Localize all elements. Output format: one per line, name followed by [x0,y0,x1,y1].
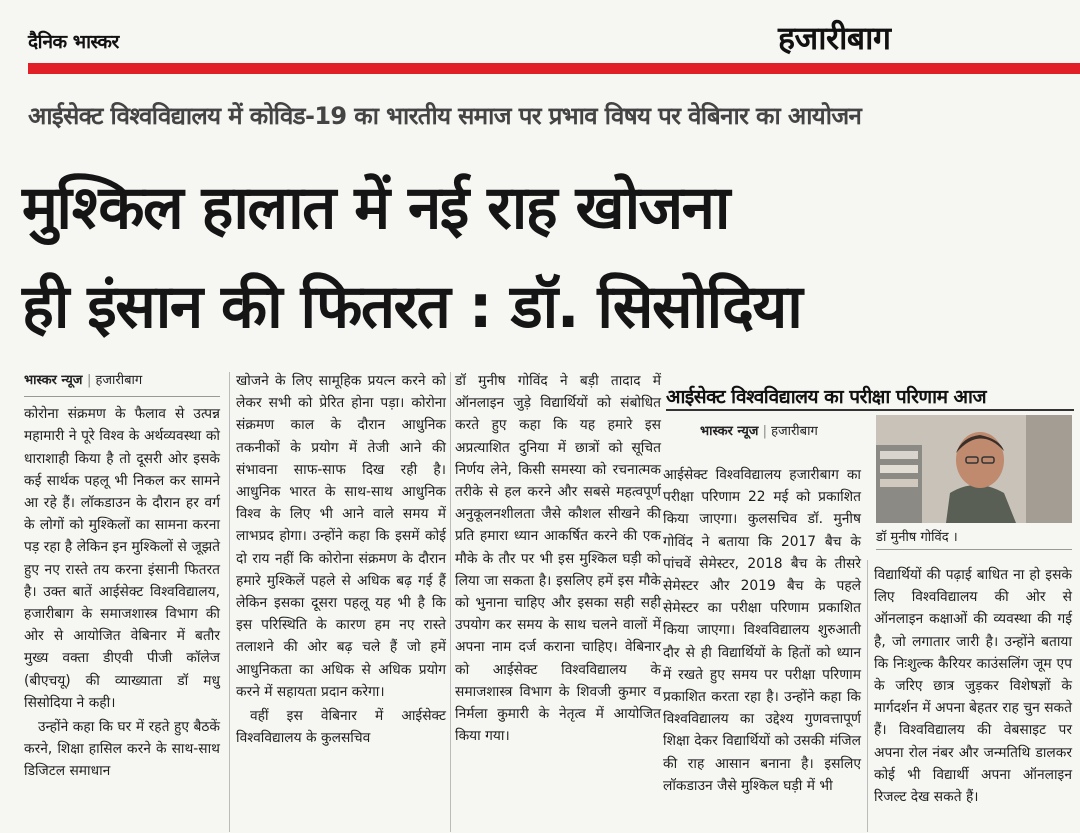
newspaper-logo: दैनिक भास्कर [28,31,119,53]
side-story-headline: आईसेक्ट विश्वविद्यालय का परीक्षा परिणाम आज [666,386,987,408]
paragraph: आईसेक्ट विश्वविद्यालय हजारीबाग का परीक्षा परिणाम 22 मई को प्रकाशित किया जाएगा। कुलसचिव डॉ. मुनीष गोविंद ने बताया कि 2017 बैच के पांचवें सेमेस्टर, 2018 बैच के तीसरे सेमेस्टर और 2019 बैच के पहले सेमेस्टर का परीक्षा परिणाम प्रकाशित किया जाएगा। विश्वविद्यालय शुरुआती दौर से ही विद्यार्थियों के हितों को ध्यान में रखते हुए समय पर परीक्षा परिणाम प्रकाशित करता रहा है। उन्होंने कहा कि विश्वविद्यालय का उद्देश्य गुणवत्तापूर्ण शिक्षा देकर विद्यार्थियों को उसकी मंजिल की राह आसान बनाना है। इसलिए लॉकडाउन जैसे मुश्किल घड़ी में भी [663,467,861,794]
paragraph: कोरोना संक्रमण के फैलाव से उत्पन्न महामारी ने पूरे विश्व के अर्थव्यवस्था को धाराशाही किया है तो दूसरी ओर इसके कई सार्थक पहलू भी निकल कर सामने आ रहे हैं। लॉकडाउन के दौरान हर वर्ग के लोगों को मुश्किलों का सामना करना पड़ रहा है लेकिन इन मुश्किलों से जूझते हुए नए रास्ते तय करना इंसानी फितरत है। उक्त बातें आईसेक्ट विश्वविद्यालय, हजारीबाग के समाजशास्त्र विभाग की ओर से आयोजित वेबिनार में बतौर मुख्य वक्ता डीएवी पीजी कॉलेज (बीएचयू) की व्याख्याता डॉ मधु सिसोदिया ने कही। [24,406,220,711]
byline [24,370,220,397]
column-divider [229,372,230,832]
photo-caption: डॉ मुनीष गोविंद । [876,527,1072,550]
byline-divider: | [86,373,96,388]
portrait-photo-art [876,415,1072,523]
side-story-column-2 [874,564,1072,810]
byline-divider: | [762,424,772,439]
column-divider [867,560,868,832]
paragraph: खोजने के लिए सामूहिक प्रयत्न करने को लेकर सभी को प्रेरित होना पड़ा। कोरोना संक्रमण काल के दौरान आधुनिक तकनीकों के प्रयोग में तेजी आने की संभावना साफ-साफ दिख रही है। आधुनिक भारत के साथ-साथ आधुनिक विश्व के लिए भी आने वाले समय में लाभप्रद होगा। उन्होंने कहा कि इसमें कोई दो राय नहीं कि कोरोना संक्रमण के दौरान हमारे मुश्किलें पहले से अधिक बढ़ गई हैं लेकिन इसका दूसरा पहलू यह भी है कि इस परिस्थिति के कारण हम नए रास्ते तलाशने की ओर बढ़ चले हैं जो हमें आधुनिकता का अधिक से अधिक प्रयोग करने में सहायता प्रदान करेगा। [236,373,446,700]
byline-place: हजारीबाग [771,424,818,439]
paragraph: विद्यार्थियों की पढ़ाई बाधित ना हो इसके लिए विश्वविद्यालय की ओर से ऑनलाइन कक्षाओं की व्यवस्था की गई है, जो लगातार जारी है। उन्होंने बताया कि निःशुल्क कैरियर काउंसलिंग जूम एप के जरिए छात्र जुड़कर विशेषज्ञों के मार्गदर्शन में अपना बेहतर राह चुन सकते हैं। विश्वविद्यालय की वेबसाइट पर अपना रोल नंबर और जन्मतिथि डालकर कोई भी विद्यार्थी अपना ऑनलाइन रिजल्ट देख सकते हैं। [874,567,1072,806]
side-story-rule [666,409,1074,411]
side-story-byline [700,421,818,439]
byline-source: भास्कर न्यूज [700,424,759,439]
headline-line-2: ही इंसान की फितरत : डॉ. सिसोदिया [22,272,802,342]
paragraph: डॉ मुनीष गोविंद ने बड़ी तादाद में ऑनलाइन जुड़े विद्यार्थियों को संबोधित करते हुए कहा कि यह हमारे इस अप्रत्याशित दुनिया में छात्रों को सूचित निर्णय लेने, किसी समस्या को रचनात्मक तरीके से हल करने और सबसे महत्वपूर्ण अनुकूलनशीलता जैसे कौशल सीखने की प्रति हमारा ध्यान आकर्षित करने की एक मौके के तौर पर भी इस मुश्किल घड़ी को लिया जा सकता है। इसलिए हमें इस मौके को भुनाना चाहिए और इसका सही सही उपयोग कर समय के साथ चलने वालों में अपना नाम दर्ज कराना चाहिए। वेबिनार को आईसेक्ट विश्वविद्यालय के समाजशास्त्र विभाग के शिवजी कुमार व निर्मला कुमारी के नेतृत्व में आयोजित किया गया। [455,373,661,745]
main-story-column-2 [236,370,446,751]
masthead-red-rule [28,63,1080,74]
portrait-photo [876,415,1072,523]
main-story-column-1 [24,370,220,785]
byline-place: हजारीबाग [95,373,143,388]
column-divider [450,372,451,832]
edition-name: हजारीबाग [778,19,891,57]
byline-source: भास्कर न्यूज [24,373,83,388]
paragraph: वहीं इस वेबिनार में आईसेक्ट विश्वविद्यालय के कुलसचिव [236,708,446,747]
headline-line-1: मुश्किल हालात में नई राह खोजना [22,173,729,243]
story-kicker: आईसेक्ट विश्वविद्यालय में कोविड-19 का भारतीय समाज पर प्रभाव विषय पर वेबिनार का आयोजन [28,102,862,130]
paragraph: उन्होंने कहा कि घर में रहते हुए बैठकें करने, शिक्षा हासिल करने के साथ-साथ डिजिटल समाधान [24,719,220,780]
main-story-column-3 [455,370,661,749]
side-story-column-1 [663,464,861,799]
